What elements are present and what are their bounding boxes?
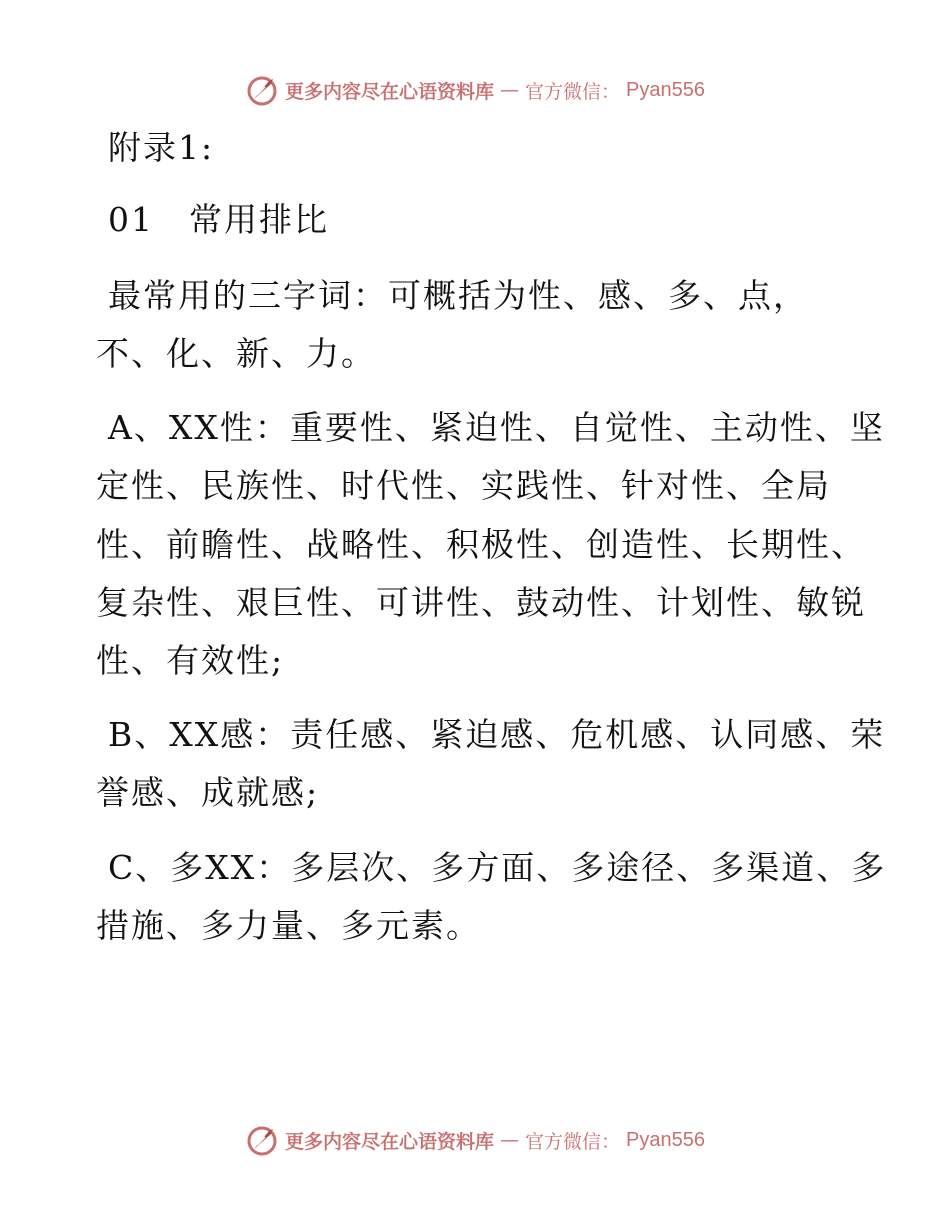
watermark-wechat-id: Pyan556 bbox=[626, 1128, 705, 1151]
paragraph-b-line-2: 誉感、成就感; bbox=[96, 773, 320, 812]
paragraph-a-line-3: 性、前瞻性、战略性、积极性、创造性、长期性、 bbox=[96, 525, 866, 564]
watermark-wechat-id: Pyan556 bbox=[626, 78, 705, 101]
header-watermark bbox=[0, 70, 950, 110]
intro-line-1: 最常用的三字词：可概括为性、感、多、点， bbox=[108, 276, 808, 315]
watermark-wechat-label: 官方微信： bbox=[525, 1130, 621, 1153]
quill-pen-logo-icon bbox=[245, 73, 279, 107]
watermark-dash: — bbox=[500, 79, 520, 101]
paragraph-c-line-2: 措施、多力量、多元素。 bbox=[96, 906, 481, 945]
paragraph-a-line-5: 性、有效性; bbox=[96, 641, 285, 680]
watermark-wechat-label: 官方微信： bbox=[525, 80, 621, 103]
quill-pen-logo-icon bbox=[245, 1123, 279, 1157]
intro-line-2: 不、化、新、力。 bbox=[96, 334, 376, 373]
appendix-title: 附录1: bbox=[108, 128, 215, 167]
watermark-site-text: 更多内容尽在心语资料库 bbox=[285, 80, 495, 103]
watermark-dash: — bbox=[500, 1129, 520, 1151]
section-title: 01 常用排比 bbox=[108, 200, 329, 239]
paragraph-a-line-1: A、XX性：重要性、紧迫性、自觉性、主动性、坚 bbox=[108, 408, 885, 447]
paragraph-a-line-2: 定性、民族性、时代性、实践性、针对性、全局 bbox=[96, 466, 831, 505]
paragraph-a-line-4: 复杂性、艰巨性、可讲性、鼓动性、计划性、敏锐 bbox=[96, 583, 866, 622]
footer-watermark bbox=[0, 1120, 950, 1160]
paragraph-c-line-1: C、多XX：多层次、多方面、多途径、多渠道、多 bbox=[108, 848, 887, 887]
watermark-site-text: 更多内容尽在心语资料库 bbox=[285, 1130, 495, 1153]
paragraph-b-line-1: B、XX感：责任感、紧迫感、危机感、认同感、荣 bbox=[108, 715, 886, 754]
